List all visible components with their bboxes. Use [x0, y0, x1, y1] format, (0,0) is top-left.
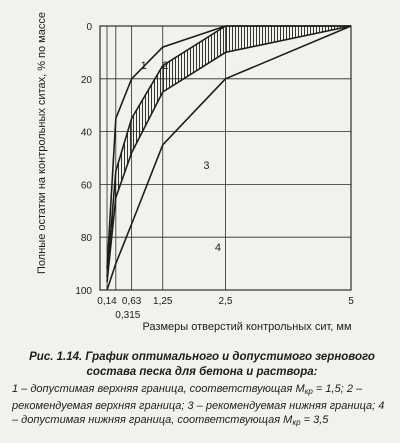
subscript-kr-2: кр	[292, 418, 301, 427]
series-3-label: 3	[203, 160, 210, 173]
x-axis-label: Размеры отверстий контрольных сит, мм	[142, 321, 352, 333]
x-tick-label-0: 0,14	[97, 296, 117, 307]
grid	[100, 26, 351, 290]
series-layer	[107, 26, 351, 290]
series-1-label: 1	[140, 59, 147, 72]
x-tick-label-1: 0,315	[115, 310, 141, 321]
legend-line-2: 2 – рекомендуемая верхняя граница; 3 – рекомендуемая нижняя граница; 4 – допустимая нижняя граница, соответствующая М	[12, 383, 385, 426]
legend-line-2-value: = 3,5	[300, 414, 329, 426]
subscript-kr-1: кр	[304, 387, 313, 396]
caption-title: Рис. 1.14. График оптимального и допустимого зернового состава песка для бетона и раствора:	[29, 351, 375, 378]
y-axis-label: Полные остатки на контрольных ситах, % по массе	[36, 12, 48, 274]
series-2-label: 2	[162, 59, 169, 72]
y-tick-label-100: 100	[75, 286, 92, 297]
y-tick-label-40: 40	[80, 127, 92, 139]
legend-line-1: 1 – допустимая верхняя граница, соответствующая М	[12, 383, 305, 395]
caption-legend	[12, 382, 392, 430]
y-tick-label-20: 20	[80, 74, 92, 86]
series-4-label: 4	[214, 242, 222, 255]
x-tick-label-5: 5	[348, 296, 354, 307]
y-tick-label-80: 80	[80, 233, 92, 245]
y-tick-label-60: 60	[80, 180, 92, 192]
figure-caption	[12, 350, 392, 430]
x-tick-label-2: 0,63	[121, 296, 142, 307]
y-tick-label-0: 0	[86, 22, 92, 33]
legend-line-1-value: = 1,5;	[312, 383, 344, 395]
x-tick-label-4: 2,5	[218, 296, 233, 307]
x-tick-label-3: 1,25	[153, 296, 173, 307]
